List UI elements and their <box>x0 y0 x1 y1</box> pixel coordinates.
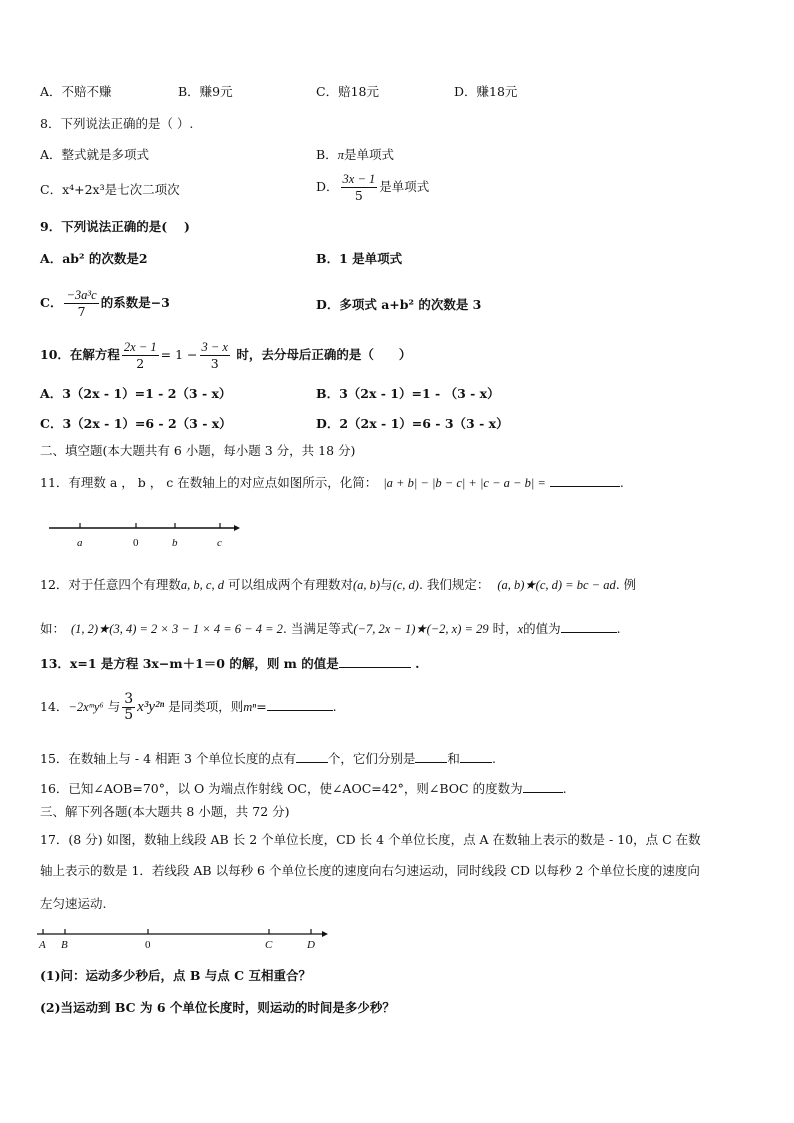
q10-option-a: A．3（2x - 1）=1 - 2（3 - x） <box>40 386 232 401</box>
q10-option-b: B．3（2x - 1）=1 - （3 - x） <box>316 386 500 401</box>
q17-number-line <box>34 926 334 952</box>
q15-blank-2 <box>460 750 492 763</box>
q9-option-c: C． $\frac{\text{−3a³c}}{7}$ 的系数是−3 <box>40 288 170 319</box>
q15: 15．在数轴上与 - 4 相距 3 个单位长度的点有 个，它们分别是 和 . <box>40 751 496 766</box>
q10-stem: 10．在解方程 $\frac{2x - 1}{2}$ = 1 − $\frac{3 - x}{3}$ 时，去分母后正确的是（ ） <box>40 340 412 371</box>
q8-option-d: D． $\frac{3x - 1}{5}$ 是单项式 <box>316 172 430 203</box>
q11-number-line <box>46 518 246 552</box>
q16: 16．已知∠AOB=70°，以 O 为端点作射线 OC，使∠AOC=42°，则∠BOC 的度数为 . <box>40 781 567 796</box>
q14: 14．−2xᵐy⁶ 与 $\frac{3}{5}$ x³y²ⁿ 是同类项，则mⁿ= . <box>40 691 337 723</box>
q8-stem: 8．下列说法正确的是（ ）. <box>40 116 194 131</box>
q9-option-d: D．多项式 a+b² 的次数是 3 <box>316 297 482 312</box>
q9-option-b: B．1 是单项式 <box>316 251 403 266</box>
q7-option-a: A．不赔不赚 <box>40 84 112 99</box>
q13-answer-blank <box>339 655 411 668</box>
q17-label-b: B <box>61 939 68 951</box>
q17-label-c: C <box>265 939 273 951</box>
q17-sub-2: (2)当运动到 BC 为 6 个单位长度时，则运动的时间是多少秒？ <box>40 1000 395 1015</box>
q10-option-d: D．2（2x - 1）=6 - 3（3 - x） <box>316 416 509 431</box>
q11-label-0: 0 <box>133 537 139 549</box>
q8-option-c: C．x⁴+2x³是七次二项次 <box>40 182 180 197</box>
section-3-heading: 三、解下列各题(本大题共 8 小题，共 72 分) <box>40 804 290 819</box>
q17-label-a: A <box>39 939 46 951</box>
q8-option-b: B．π是单项式 <box>316 147 394 162</box>
q9-stem: 9．下列说法正确的是( ) <box>40 219 190 234</box>
q15-blank-count <box>296 750 328 763</box>
q11-stem: 11．有理数 a ， b ， c 在数轴上的对应点如图所示，化简： |a + b| − |b − c| + |c − a − b| = . <box>40 475 624 490</box>
q17-label-d: D <box>307 939 315 951</box>
q12-line-2: 如： (1, 2)★(3, 4) = 2 × 3 − 1 × 4 = 6 − 4 = 2. 当满足等式(−7, 2x − 1)★(−2, x) = 29 时，x的值为 . <box>40 621 621 636</box>
q11-label-c: c <box>217 537 222 549</box>
q9-option-a: A．ab² 的次数是2 <box>40 251 148 266</box>
q13: 13．x=1 是方程 3x−m＋1＝0 的解，则 m 的值是 . <box>40 656 420 671</box>
q15-blank-1 <box>415 750 447 763</box>
q17-sub-1: (1)问：运动多少秒后，点 B 与点 C 互相重合？ <box>40 968 311 983</box>
q17-line-3: 左匀速运动. <box>40 896 107 911</box>
q12-line-1: 12．对于任意四个有理数a, b, c, d 可以组成两个有理数对(a, b)与(c, d). 我们规定： (a, b)★(c, d) = bc − ad. 例 <box>40 577 637 592</box>
q8-option-a: A．整式就是多项式 <box>40 147 150 162</box>
q17-label-0: 0 <box>145 939 151 951</box>
q11-label-b: b <box>172 537 178 549</box>
q17-line-1: 17．(8 分) 如图，数轴上线段 AB 长 2 个单位长度，CD 长 4 个单位长度，点 A 在数轴上表示的数是 - 10，点 C 在数 <box>40 832 701 847</box>
q11-answer-blank <box>550 474 620 487</box>
q17-line-2: 轴上表示的数是 1．若线段 AB 以每秒 6 个单位长度的速度向右匀速运动，同时线段 CD 以每秒 2 个单位长度的速度向 <box>40 863 700 878</box>
q7-option-d: D．赚18元 <box>454 84 518 99</box>
q7-option-b: B．赚9元 <box>178 84 233 99</box>
q12-answer-blank <box>561 620 617 633</box>
q16-answer-blank <box>523 780 563 793</box>
section-2-heading: 二、填空题(本大题共有 6 小题，每小题 3 分，共 18 分) <box>40 443 356 458</box>
q10-option-c: C．3（2x - 1）=6 - 2（3 - x） <box>40 416 232 431</box>
q7-option-c: C．赔18元 <box>316 84 379 99</box>
q11-label-a: a <box>77 537 83 549</box>
q14-answer-blank <box>267 698 333 711</box>
